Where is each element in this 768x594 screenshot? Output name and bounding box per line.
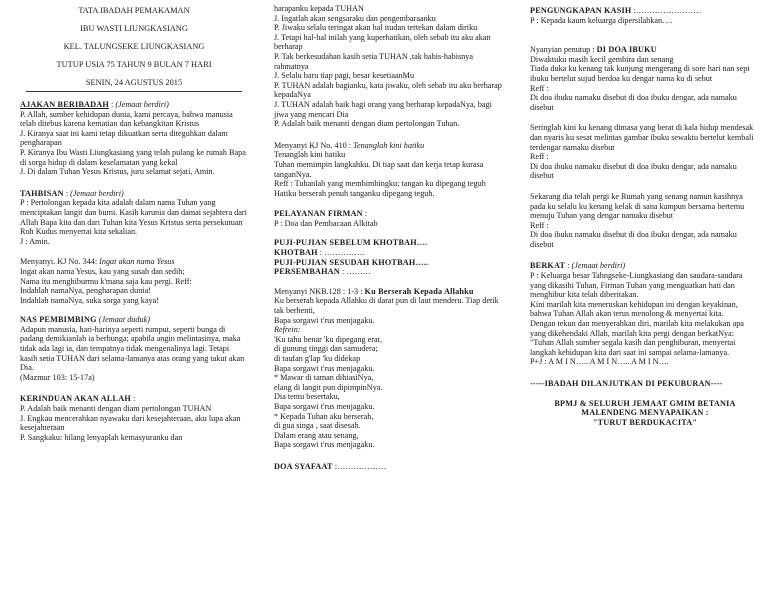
refrein-line: Bapa sorgawi t'rus menjagaku. xyxy=(274,440,375,450)
pembimbing-heading: NAS PEMBIMBING xyxy=(20,315,97,325)
tahbisan-line: J : Amin. xyxy=(20,236,50,246)
header-divider xyxy=(26,91,242,92)
refrein-line: * Kepada Tuhan aku berserah, xyxy=(274,411,374,421)
penutup-title: Nyanyian penutup : xyxy=(530,45,595,55)
song-line: Indahlah namaNya, pengharapan dunia! xyxy=(20,286,151,296)
reff-line: Di doa ibuku namaku disebut di doa ibuku dengar, ada namaku disebut xyxy=(530,230,737,249)
berkat-note: (Jemaat berdiri) xyxy=(571,261,626,271)
kerinduan-line: P. Tak berkesudahan kasih setia TUHAN ,tak habis-habisnya rahmatnya xyxy=(274,51,473,71)
reff-label: Reff : xyxy=(530,83,549,93)
section-khotbah xyxy=(274,238,502,276)
kerinduan-line: J. Selalu baru tiap pagi, besar kesetiaanMu xyxy=(274,71,415,81)
ajakan-line: J. Di dalam Tuhan Yesus Kristus, juru selamat sejati, Amin. xyxy=(20,167,215,177)
kerinduan-line: J. Tetapi hal-hal inilah yang kuperhatikan, oleh sebab itu aku akan berharap xyxy=(274,32,491,52)
section-dilanjutkan xyxy=(530,379,760,389)
reff-line: Di doa ibuku namaku disebut di doa ibuku dengar, ada namaku disebut xyxy=(530,93,737,112)
header-block xyxy=(20,6,248,88)
section-pembimbing xyxy=(20,315,248,382)
kerinduan-line: harapanku kepada TUHAN xyxy=(274,4,364,13)
section-pengungkapan xyxy=(530,6,760,25)
section-menyanyi-410 xyxy=(274,141,502,199)
ajakan-note: (Jemaat berdiri) xyxy=(115,100,169,109)
section-bpmj xyxy=(530,399,760,428)
pengungkapan-line: P : Kepada kaum keluarga dipersilahkan…. xyxy=(530,15,673,25)
berkat-heading: BERKAT xyxy=(530,261,566,271)
verse-line: Sekarang dia telah pergi ke Rumah yang senang namun kasihnya pada ku selalu ku kenang kelak di sana kampun bersama bertemu menuju Tuhan yang dengar namaku disebut xyxy=(530,191,745,221)
refrein-line: Bapa sorgawi t'rus menjagaku. xyxy=(274,401,375,411)
penutup-subtitle: DI DOA IBUKU xyxy=(596,45,657,55)
song-title: Menyanyi NKB.128 : 1-3 : xyxy=(274,286,363,296)
doc-title: TATA IBADAH PEMAKAMAN xyxy=(78,6,190,15)
section-doa-syafaat xyxy=(274,462,502,472)
dilanjutkan-line: -----IBADAH DILANJUTKAN DI PEKUBURAN---- xyxy=(530,379,723,388)
tahbisan-line: P : Pertolongan kepada kita adalah dalam nama Tuhan yang menciptakan langit dan bumi. Kasih karunia dan damai sejahtera dari Allah Bapa kita dan dari Tuhan kita Yesus Kristus serta persekutuan Roh Kudus menyertai kita sekalian. xyxy=(20,198,247,237)
kerinduan-line: P. Jiwaku selalu teringat akan hal itudan tertekan dalam diriku xyxy=(274,23,478,33)
pelayanan-line: P : Doa dan Pembacaan Alkitab xyxy=(274,218,378,228)
bpmj-line: MALENDENG MENYAPAIKAN : xyxy=(581,408,709,418)
pengungkapan-heading: PENGUNGKAPAN KASIH xyxy=(530,6,632,15)
reff-line: Di doa ibuku namaku disebut di doa ibuku dengar, ada namaku disebut xyxy=(530,161,737,181)
song-subtitle: Ingat akan nama Yesus xyxy=(99,257,175,267)
berkat-amin: P+J : A M I N….. A M I N….. A M I N…. xyxy=(530,357,669,367)
refrein-line: * Mawar di taman dihiasiNya, xyxy=(274,373,374,383)
khotbah-dots: : …………… xyxy=(319,248,366,258)
song-line: Nama itu menghiburmu k'mana saja kau pergi. Reff: xyxy=(20,276,192,286)
refrein-line: di gunung tinggi dan samudera; xyxy=(274,344,378,354)
song-line: Bapa sorgawi t'rus menjagaku. xyxy=(274,315,375,325)
section-pelayanan-firman: PELAYANAN FIRMAN : P : Doa dan Pembacaan Alkitab xyxy=(274,209,502,228)
berkat-line: "Tuhan Allah sumber segala kasih dan penghiburan, menyertai langkah kehidupan kita dari saat ini sampai selama-lamanya. xyxy=(530,338,736,357)
refrein-line: Dia tentu besertaku, xyxy=(274,392,340,402)
service-date: SENIN, 24 AGUSTUS 2015 xyxy=(85,78,183,87)
song-line: Tenanglah kini hatiku xyxy=(274,150,346,160)
kerinduan-line: P. Sangkaku: hilang lenyaplah kemasyuranku dan xyxy=(20,432,183,442)
tahbisan-note: (Jemaat berdiri) xyxy=(70,188,124,198)
pembimbing-ref: (Mazmur 103: 15-17a) xyxy=(20,372,95,382)
column-right xyxy=(530,6,760,427)
section-kerinduan: KERINDUAN AKAN ALLAH : P. Adalah baik menanti dengan diam pertolongan TUHAN J. Engkau mencerahkan nyawaku dari kesejahteraan, aku lupa akan kesejahteraan P. Sangkaku: hilang lenyaplah kemasyuranku dan xyxy=(20,394,248,442)
pembimbing-line: Adapun manusia, hari-harinya seperti rumput, seperti bunga di padang demikianlah ia berbunga; apabila angin melintasinya, maka tidak ada lagi ia, dan tempatnya tidak mengenalinya lagi. Tetapi kasih setia TUHAN dari selama-lamanya atas orang yang takut akan Dia. xyxy=(20,324,245,373)
ajakan-line: J. Kiranya saat ini kami tetap dikuatkan serta diteguhkan dalam pengharapan xyxy=(20,128,228,148)
verse-gap xyxy=(530,181,760,192)
ajakan-heading: AJAKAN BERIBADAH xyxy=(20,100,109,109)
family-name: KEL. TALUNGSEKE LIUNGKASIANG xyxy=(63,42,205,51)
tahbisan-heading: TAHBISAN xyxy=(20,188,64,198)
kerinduan-line: P. Adalah baik menanti dengan diam pertolongan TUHAN xyxy=(20,404,212,414)
persembahan-dots: : ……… xyxy=(341,267,371,277)
pengungkapan-dots: :…………………… xyxy=(633,6,702,15)
column-left xyxy=(20,6,248,442)
song-line: Reff : Tuhanlah yang membimbingku; tangan ku dipegang teguh xyxy=(274,179,486,189)
column-middle xyxy=(274,4,502,472)
section-nyanyian-penutup xyxy=(530,45,760,249)
refrein-line: Dalam erang atau senang, xyxy=(274,430,359,440)
bpmj-line: BPMJ & SELURUH JEMAAT GMIM BETANIA xyxy=(554,398,736,408)
doa-syafaat-heading: DOA SYAFAAT xyxy=(274,461,333,471)
berkat-line: Kini marilah kita meneruskan kehidupan ini dengan keyakinan, bahwa Tuhan Allah akan terus menolong & menyertai kita. xyxy=(530,299,738,319)
kerinduan-line: J. Ingatlah akan sengsaraku dan pengembaraanku xyxy=(274,13,436,23)
kerinduan-heading: KERINDUAN AKAN ALLAH xyxy=(20,394,131,404)
refrein-label: Refrein: xyxy=(274,325,301,335)
pelayanan-heading: PELAYANAN FIRMAN xyxy=(274,209,363,219)
berkat-line: P : Keluarga besar Tahngseke-Liungkasiang dan saudara-saudara yang dikasihi Tuhan, Firman Tuhan yang menguatkan hati dan menghibur kita telah diberitakan. xyxy=(530,271,743,300)
bpmj-condolence: "TURUT BERDUKACITA" xyxy=(592,417,698,427)
verse-line: Diwaktuku masih kecil gembira dan senang xyxy=(530,54,674,64)
khotbah-heading: KHOTBAH xyxy=(274,248,318,258)
kerinduan-line: J. Engkau mencerahkan nyawaku dari kesejahteraan, aku lupa akan kesejahteraan xyxy=(20,413,241,433)
kerinduan-line: P. Adalah baik menanti dengan diam pertolongan Tuhan. xyxy=(274,119,460,129)
persembahan-heading: PERSEMBAHAN xyxy=(274,267,340,277)
song-line: Indahlah namaNya, suka sorga yang kaya! xyxy=(20,295,159,305)
song-line: Tuhan memimpin langkahku. Di tiap saat dan kerja tetap kurasa tanganNya. xyxy=(274,159,484,179)
refrein-line: Bapa sorgawi t'rus menjagaku. xyxy=(274,363,375,373)
song-subtitle: Ku Berserah Kepada Allahku xyxy=(364,286,474,296)
berkat-line: Dengan tekun dan menyerahkan diri, marilah kita melakukan apa yang dikehendaki Allah, marilah kita pergi dengan berkatNya: xyxy=(530,319,744,338)
reff-label: Reff : xyxy=(530,152,549,162)
kerinduan-line: J. TUHAN adalah baik bagi orang yang berharap kepadaNya, bagi jiwa yang mencari Dia xyxy=(274,99,492,119)
song-title: Menyanyi KJ No. 410 : xyxy=(274,140,352,150)
verse-line: Tiada duka ku kenang tak kunjung mengerang di sore hari nan sepi ibuku bertelut sujud berdoa ku dengar nama ku di sebut xyxy=(530,64,750,83)
song-line: Hatiku berserah penuh tanganku dipegang teguh. xyxy=(274,188,435,198)
section-menyanyi-nkb128 xyxy=(274,287,502,450)
puji-sebelum: PUJI-PUJIAN SEBELUM KHOTBAH…. xyxy=(274,238,428,248)
verse-gap xyxy=(530,112,760,123)
song-line: Ingat akan nama Yesus, kau yang susah dan sedih; xyxy=(20,266,185,276)
ajakan-line: P. Kiranya Ibu Wasti Liungkasiang yang telah pulang ke rumah Bapa di sorga hidup di dalam keselamatan yang kekal xyxy=(20,147,246,167)
song-subtitle: Tenanglah kini hatiku xyxy=(353,140,425,150)
kerinduan-continued xyxy=(274,4,502,129)
ajakan-line: P. Allah, sumber kehidupan dunia, kami percaya, bahwa manusia telah ditebus karena kematian dan kebangkitan Kristus xyxy=(20,109,233,129)
section-berkat: BERKAT : (Jemaat berdiri) P : Keluarga besar Tahngseke-Liungkasiang dan saudara-saudara yang dikasihi Tuhan, Firman Tuhan yang menguatkan hati dan menghibur kita telah diberitakan. Kini marilah kita meneruskan kehidupan ini dengan keyakinan, bahwa Tuhan Allah akan terus menolong & menyertai kita. Dengan tekun dan menyerahkan diri, marilah kita melakukan apa yang dikehendaki Allah, marilah kita pergi dengan berkatNya: "Tuhan Allah sumber segala kasih dan penghiburan, menyertai langkah kehidupan kita dari saat ini sampai selama-lamanya. P+J : A M I N….. A M I N….. A M I N…. xyxy=(530,261,760,367)
deceased-name: IBU WASTI LIUNGKASIANG xyxy=(80,24,188,33)
section-ajakan: AJAKAN BERIBADAH : (Jemaat berdiri) P. Allah, sumber kehidupan dunia, kami percaya, bahwa manusia telah ditebus karena kematian dan kebangkitan Kristus J. Kiranya saat ini kami tetap dikuatkan serta diteguhkan dalam pengharapan P. Kiranya Ibu Wasti Liungkasiang yang telah pulang ke rumah Bapa di sorga hidup di dalam keselamatan yang kekal J. Di dalam Tuhan Yesus Kristus, juru selamat sejati, Amin. xyxy=(20,100,248,177)
song-line: Ku berserah kepada Allahku di darat pun di laut menderu. Tiap detik tak berhenti, xyxy=(274,296,499,316)
age-line: TUTUP USIA 75 TAHUN 9 BULAN 7 HARI xyxy=(56,60,212,69)
verse-line: Seringlah kini ku kenang dimasa yang berat di kala hidup mendesak dan nyaris ku sesat melintas gambar ibuku sewaktu bertelut kembali terdengar namaku disebut xyxy=(530,123,754,152)
puji-sesudah: PUJI-PUJIAN SESUDAH KHOTBAH….. xyxy=(274,257,429,267)
song-title: Menyanyi. KJ No. 344: xyxy=(20,257,98,267)
refrein-line: elang di langit pun dipimpinNya. xyxy=(274,382,383,392)
section-tahbisan: TAHBISAN : (Jemaat berdiri) P : Pertolongan kepada kita adalah dalam nama Tuhan yang menciptakan langit dan bumi. Kasih karunia dan damai sejahtera dari Allah Bapa kita dan dari Tuhan kita Yesus Kristus serta persekutuan Roh Kudus menyertai kita sekalian. J : Amin. xyxy=(20,188,247,246)
refrein-line: di taufan g'lap 'ku didekap xyxy=(274,354,361,363)
doa-syafaat-dots: :……………… xyxy=(334,461,387,471)
refrein-line: 'Ku tahu benar 'ku dipegang erat, xyxy=(274,334,382,344)
section-menyanyi-344 xyxy=(20,257,248,305)
reff-label: Reff : xyxy=(530,220,549,230)
refrein-line: di gua singa , saat disesah. xyxy=(274,421,361,431)
pembimbing-note: (Jemaat duduk) xyxy=(98,315,150,325)
kerinduan-line: P. TUHAN adalah bagianku, kata jiwaku, oleh sebab itu aku berharap kepadaNya xyxy=(274,80,502,100)
